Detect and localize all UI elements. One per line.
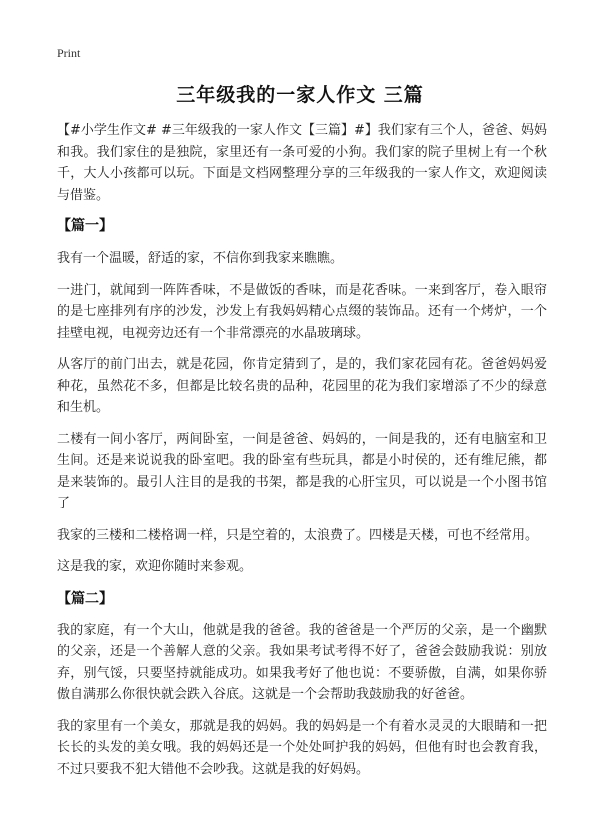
section1-paragraph: 二楼有一间小客厅，两间卧室，一间是爸爸、妈妈的，一间是我的，还有电脑室和卫生间。还是来说说我的卧室吧。我的卧室有些玩具，都是小时侯的，还有维尼熊，都是来装饰的。最引人注目的是我的书架，都是我的心肝宝贝，可以说是一个小图书馆了 [57,431,547,511]
section1-paragraph: 我有一个温暖，舒适的家，不信你到我家来瞧瞧。 [57,251,344,266]
section-heading-1: 【篇一】 [57,218,113,234]
intro-paragraph: 【#小学生作文# #三年级我的一家人作文【三篇】#】我们家有三个人，爸爸、妈妈和我。我们家住的是独院，家里还有一条可爱的小狗。我们家的院子里树上有一个秋千，大人小孩都可以玩。下面是文档网整理分享的三年级我的一家人作文，欢迎阅读与借鉴。 [57,123,547,203]
print-label: Print [57,46,81,60]
section1-paragraph: 一进门，就闻到一阵阵香味，不是做饭的香味，而是花香味。一来到客厅，卷入眼帘的是七座排列有序的沙发，沙发上有我妈妈精心点缀的装饰品。还有一个烤炉，一个挂壁电视，电视旁边还有一个非常漂亮的水晶玻璃球。 [57,282,547,341]
section1-paragraph: 从客厅的前门出去，就是花园，你肯定猜到了，是的，我们家花园有花。爸爸妈妈爱种花，虽然花不多，但都是比较名贵的品种，花园里的花为我们家增添了不少的绿意和生机。 [57,357,547,415]
document-body [57,120,547,780]
section1-paragraph: 这是我的家，欢迎你随时来参观。 [57,559,253,574]
section2-paragraph: 我的家里有一个美女，那就是我的妈妈。我的妈妈是一个有着水灵灵的大眼睛和一把长长的头发的美女哦。我的妈妈还是一个处处呵护我的妈妈，但他有时也会教育我，不过只要我不犯大错他不会吵我。这就是我的好妈妈。 [57,718,547,777]
section2-paragraph: 我的家庭，有一个大山，他就是我的爸爸。我的爸爸是一个严厉的父亲，是一个幽默的父亲，还是一个善解人意的父亲。我如果考试考得不好了，爸爸会鼓励我说：别放弃，别气馁，只要坚持就能成功。如果我考好了他也说：不要骄傲，自满，如果你骄傲自满那么你很快就会跌入谷底。这就是一个会帮助我鼓励我的好爸爸。 [57,622,547,702]
section1-paragraph: 我家的三楼和二楼格调一样，只是空着的，太浪费了。四楼是天楼，可也不经常用。 [57,527,539,543]
document-title: 三年级我的一家人作文 三篇 [176,84,424,106]
section-heading-2: 【篇二】 [57,590,113,607]
